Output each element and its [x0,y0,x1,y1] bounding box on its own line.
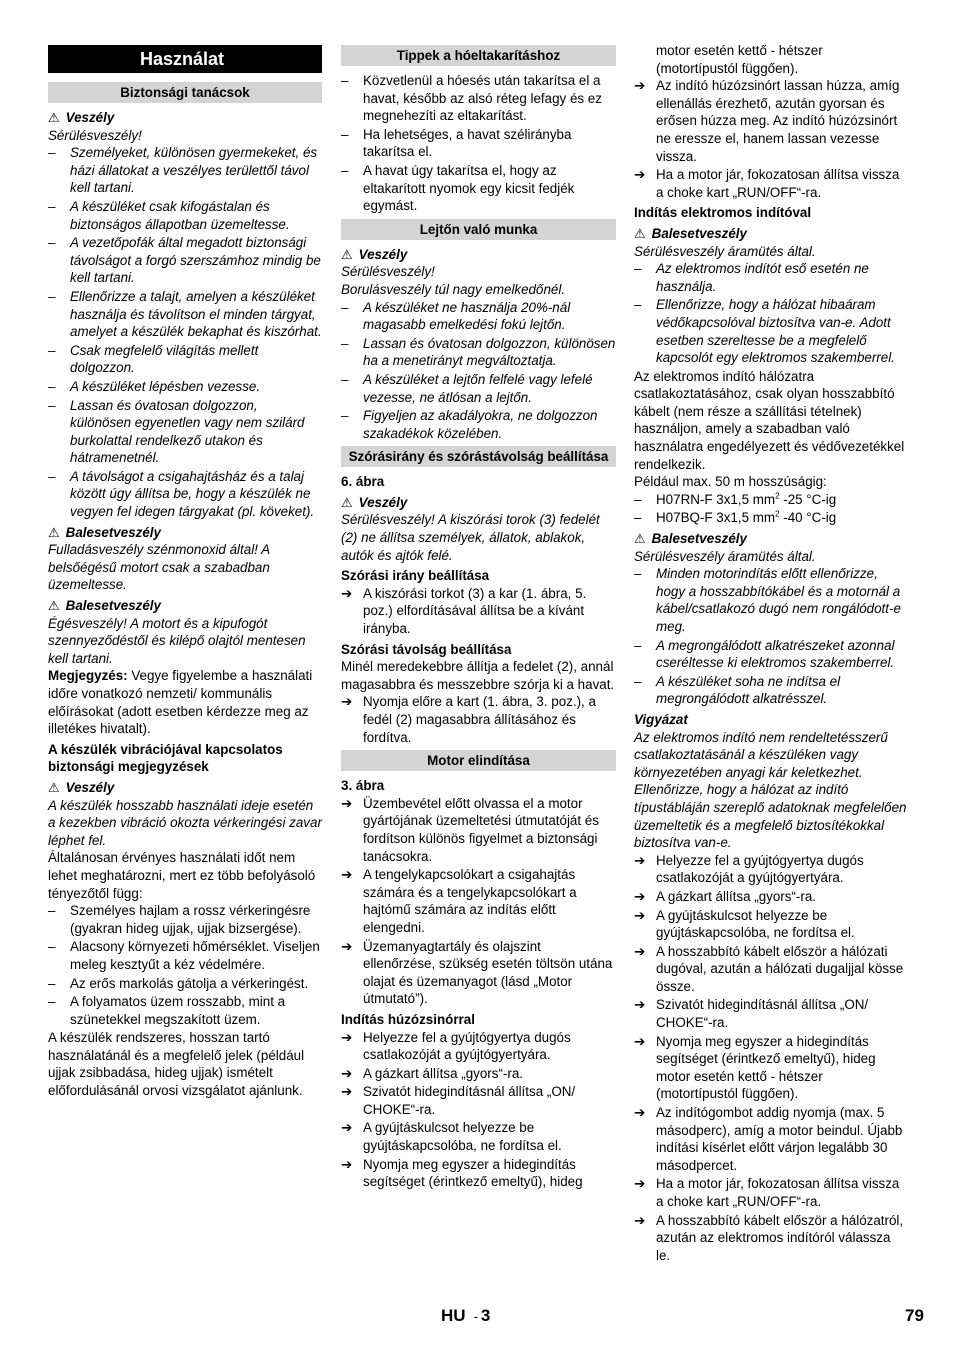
tips-list [341,72,616,215]
start-steps [341,795,616,1008]
vibration-outro: A készülék rendszeres, hosszan tartó használatánál és a megfelelő jelek (például ujjak zsibbadása, hideg ujjak) ismételt előfordulásánál orvosi vizsgálatot ajánlunk. [48,1030,305,1099]
step-item: ➔ Nyomja előre a kart (1. ábra, 3. poz.), a fedél (2) magasabbra állításához és fordítva. [341,693,616,746]
section-heading-slope: Lejtőn való munka [341,219,616,240]
list-item: – Figyeljen az akadályokra, ne dolgozzon szakadékok közelében. [341,407,616,442]
subheading-electric-start: Indítás elektromos indítóval [634,205,812,221]
warning-text: Sérülésveszély! A kiszórási torok (3) fedelét (2) ne állítsa személyek, állatok, ablakok, autók és ajtók felé. [341,512,600,563]
direction-steps [341,585,616,638]
warning-accident-2: ⚠ Balesetveszély [48,598,161,614]
list-item: – Alacsony környezeti hőmérséklet. Viseljen meleg kesztyűt a kéz védelmére. [48,938,322,973]
step-item: ➔ Szivatót hidegindításnál állítsa „ON/ CHOKE“-ra. [634,996,908,1031]
warning-intro: Sérülésveszély áramütés által. [634,243,816,259]
list-item: – Az erős markolás gátolja a vérkeringést. [48,975,322,993]
list-item: – A készüléket lépésben vezesse. [48,378,322,396]
list-item: – Minden motorindítás előtt ellenőrizze, hogy a hosszabbítókábel és a motornál a kábel/csatlakozó dugó nem rongálódott-e meg. [634,565,908,635]
list-item: – Ellenőrizze a talajt, amelyen a készüléket használja és távolítson el minden tárgyat, amelyet a készülék bekaphat és kiszórhat. [48,288,322,341]
warning-text: A készülék hosszabb használati ideje esetén a kezekben vibráció okozta vérkeringési zavar léphet fel. [48,797,322,848]
list-item: – Ellenőrizze, hogy a hálózat hibaáram védőkapcsolóval biztosítva van-e. Adott esetben szereltesse be a megfelelő kapcsolót egy elektromos szakemberrel. [634,296,908,366]
step-item: ➔ Az indító húzózsinórt lassan húzza, amíg ellenállás érezhető, azután gyorsan és erősen húzza meg. Az indító húzózsinórt ne eressze el, hanem lassan vezesse vissza. [634,77,908,165]
step-item: ➔ A gázkart állítsa „gyors“-ra. [341,1065,616,1083]
vibration-intro: Általánosan érvényes használati időt nem lehet meghatározni, mert ez több befolyásoló tényezőtől függ: [48,850,316,901]
list-item: – Ha lehetséges, a havat szélirányba takarítsa el. [341,126,616,161]
safety-list [48,144,322,520]
warning-triangle-icon: ⚠ [48,779,60,795]
column-3 [634,42,908,1265]
electric-warning-list [634,260,908,367]
subheading-distance: Szórási távolság beállítása [341,641,512,657]
step-item: ➔ A tengelykapcsolókart a csigahajtás számára és a tengelykapcsolókart a hajtómű számára az indítás előtt elengedni. [341,866,616,936]
list-item: – A készüléket ne használja 20%-nál magasabb emelkedési fokú lejtőn. [341,299,616,334]
section-heading-start: Motor elindítása [341,750,616,771]
step-item: ➔ Szivatót hidegindításnál állítsa „ON/ CHOKE“-ra. [341,1083,616,1118]
warning-danger-4: ⚠ Veszély [341,494,408,510]
warning-triangle-icon: ⚠ [634,531,646,547]
warning-triangle-icon: ⚠ [341,494,353,510]
slope-list [341,299,616,443]
column-2 [341,45,616,1192]
list-item: – A vezetőpofák által megadott biztonsági távolságot a forgó szerszámhoz mindig be kell tartani. [48,234,322,287]
footer-language-page: HU - 3 [441,1306,491,1325]
step-item: ➔ A hosszabbító kábelt először a hálózatról, azután az elektromos indítóról válassza le. [634,1212,908,1265]
step-item: ➔ A gyújtáskulcsot helyezze be gyújtáskapcsolóba, ne fordítsa el. [341,1119,616,1154]
main-heading: Használat [48,45,322,73]
step-item: ➔ Nyomja meg egyszer a hidegindítás segítséget (érintkező emeltyű), hideg motor esetén kettő - hétszer (motortípustól függően). [634,1033,908,1103]
figure-reference: 3. ábra [341,778,385,794]
step-item: ➔ A gázkart állítsa „gyors“-ra. [634,888,908,906]
cable-list [634,491,908,527]
list-item: – A készüléket csak kifogástalan és biztonságos állapotban üzemeltesse. [48,198,322,233]
note-paragraph: Megjegyzés: Vegye figyelembe a használati időre vonatkozó nemzeti/ kommunális előírásokat (adott esetben kérdezze meg az illetékes hivatalt). [48,668,313,737]
list-item: – A készüléket soha ne indítsa el megrongálódott alkatrésszel. [634,673,908,708]
vibration-list [48,902,322,1028]
warning-triangle-icon: ⚠ [341,246,353,262]
warning-accident-4: ⚠ Balesetveszély [634,531,747,547]
subheading-direction: Szórási irány beállítása [341,568,490,584]
warning-danger-3: ⚠ Veszély [341,246,408,262]
list-item: – Lassan és óvatosan dolgozzon, különösen egyenetlen vagy nem szilárd burkolattal rendelkező utakon és hátramenetnél. [48,397,322,467]
distance-steps [341,693,616,746]
step-item: ➔ A gyújtáskulcsot helyezze be gyújtáskapcsolóba, ne fordítsa el. [634,907,908,942]
step-item: ➔ Ha a motor jár, fokozatosan állítsa vissza a choke kart „RUN/OFF“-ra. [634,1175,908,1210]
list-item: – A folyamatos üzem rosszabb, mint a szünetekkel megszakított üzem. [48,993,322,1028]
list-item: – H07RN-F 3x1,5 $mm^2$ -25 °C-ig [634,491,908,509]
warning-text: Égésveszély! A motort és a kipufogót szennyeződéstől és kilépő olajtól mentesen kell tartani. [48,615,306,666]
warning-triangle-icon: ⚠ [48,524,60,540]
pull-start-steps [341,1029,616,1191]
column-1 [48,45,322,1100]
section-heading-safety: Biztonsági tanácsok [48,82,322,103]
page-number: 79 [905,1306,924,1325]
list-item: – Személyes hajlam a rossz vérkeringésre (gyakran hideg ujjak, ujjak bizsergése). [48,902,322,937]
electric-text: Az elektromos indító hálózatra csatlakoztatásához, csak olyan hosszabbító kábelt (nem része a szállítási tételnek) használjon, amely a szabadban való használatra engedélyezett és védővezetékkel rendelkezik. [634,368,905,472]
list-item: – A megrongálódott alkatrészeket azonnal cseréltesse ki elektromos szakemberrel. [634,637,908,672]
list-item: – Személyeket, különösen gyermekeket, és házi állatokat a veszélyes területtől távol kell tartani. [48,144,322,197]
step-item: ➔ Helyezze fel a gyújtógyertya dugós csatlakozóját a gyújtógyertyára. [341,1029,616,1064]
warning-accident-1: ⚠ Balesetveszély [48,524,161,540]
pull-start-steps-cont [634,77,908,201]
step-item: ➔ Üzembevétel előtt olvassa el a motor gyártójának üzemeltetési útmutatóját és fordítson különös figyelmet a biztonsági tanácsokra. [341,795,616,865]
warning-text: Fulladásveszély szénmonoxid által! A belsőégésű motort csak a szabadban üzemeltesse. [48,542,270,593]
warning-accident-3: ⚠ Balesetveszély [634,225,747,241]
caution-heading: Vigyázat [634,711,688,727]
vibration-heading: A készülék vibrációjával kapcsolatos biztonsági megjegyzések [48,741,283,775]
warning-intro: Sérülésveszély! [341,264,435,280]
figure-reference: 6. ábra [341,474,385,490]
warning-danger-1: ⚠ Veszély [48,110,115,125]
warning-intro: Borulásveszély túl nagy emelkedőnél. [341,281,566,297]
section-heading-direction: Szórásirány és szórástávolság beállítása [341,446,616,467]
subheading-pull-start: Indítás húzózsinórral [341,1011,475,1027]
list-item: – A készüléket a lejtőn felfelé vagy lefelé vezesse, ne átlósan a lejtőn. [341,371,616,406]
section-heading-tips: Tippek a hóeltakarításhoz [341,45,616,66]
list-item: – Lassan és óvatosan dolgozzon, különösen ha a menetirányt megváltoztatja. [341,335,616,370]
warning-triangle-icon: ⚠ [48,598,60,614]
warning-intro: Sérülésveszély! [48,127,142,143]
step-item: ➔ A hosszabbító kábelt először a hálózati dugóval, azután a hálózati dugaljjal kösse össze. [634,943,908,996]
caution-text: Az elektromos indító nem rendeltetésszerű csatlakoztatásánál a készüléken vagy környezetében anyagi kár keletkezhet. Ellenőrizze, hogy a hálózat az indító típustábláján szereplő adatoknak megfelelően üzemeltetik és a megfelelő biztosítékokkal biztosítva van-e. [634,729,907,851]
step-item: ➔ Ha a motor jár, fokozatosan állítsa vissza a choke kart „RUN/OFF“-ra. [634,166,908,201]
continued-text: motor esetén kettő - hétszer (motortípustól függően). [656,43,823,76]
list-item: – Csak megfelelő világítás mellett dolgozzon. [48,342,322,377]
electric-start-steps [634,852,908,1265]
warning-triangle-icon: ⚠ [634,225,646,241]
electric-text-2: Például max. 50 m hosszúságig: [634,474,827,490]
step-item: ➔ Nyomja meg egyszer a hidegindítás segítséget (érintkező emeltyű), hideg [341,1156,616,1191]
warning-intro: Sérülésveszély áramütés által. [634,548,816,564]
list-item: – A távolságot a csigahajtásház és a talaj között úgy állítsa be, hogy a készülék ne vegyen fel idegen tárgyakat (pl. köveket). [48,468,322,521]
step-item: ➔ Az indítógombot addig nyomja (max. 5 másodperc), amíg a motor beindul. Újabb indítási kísérlet előtt várjon legalább 30 másodpercet. [634,1104,908,1174]
step-item: ➔ Helyezze fel a gyújtógyertya dugós csatlakozóját a gyújtógyertyára. [634,852,908,887]
warning-triangle-icon: ⚠ [48,110,60,125]
step-item: ➔ Üzemanyagtartály és olajszint ellenőrzése, szükség esetén töltsön utána olajat és üzemanyagot (lásd „Motor útmutató”). [341,938,616,1008]
distance-text: Minél meredekebbre állítja a fedelet (2), annál magasabbra és messzebbre szórja ki a havat. [341,659,615,692]
warning-danger-2: ⚠ Veszély [48,779,115,795]
electric-warning-list-2 [634,565,908,708]
list-item: – A havat úgy takarítsa el, hogy az eltakarított nyomok egy kicsit fedjék egymást. [341,162,616,215]
list-item: – Közvetlenül a hóesés után takarítsa el a havat, később az alsó réteg lefagy és ez megnehezíti az eltakarítást. [341,72,616,125]
step-item: ➔ A kiszórási torkot (3) a kar (1. ábra, 5. poz.) elfordításával állítsa be a kívánt irányba. [341,585,616,638]
list-item: – Az elektromos indítót eső esetén ne használja. [634,260,908,295]
list-item: – H07BQ-F 3x1,5 $mm^2$ -40 °C-ig [634,509,908,527]
